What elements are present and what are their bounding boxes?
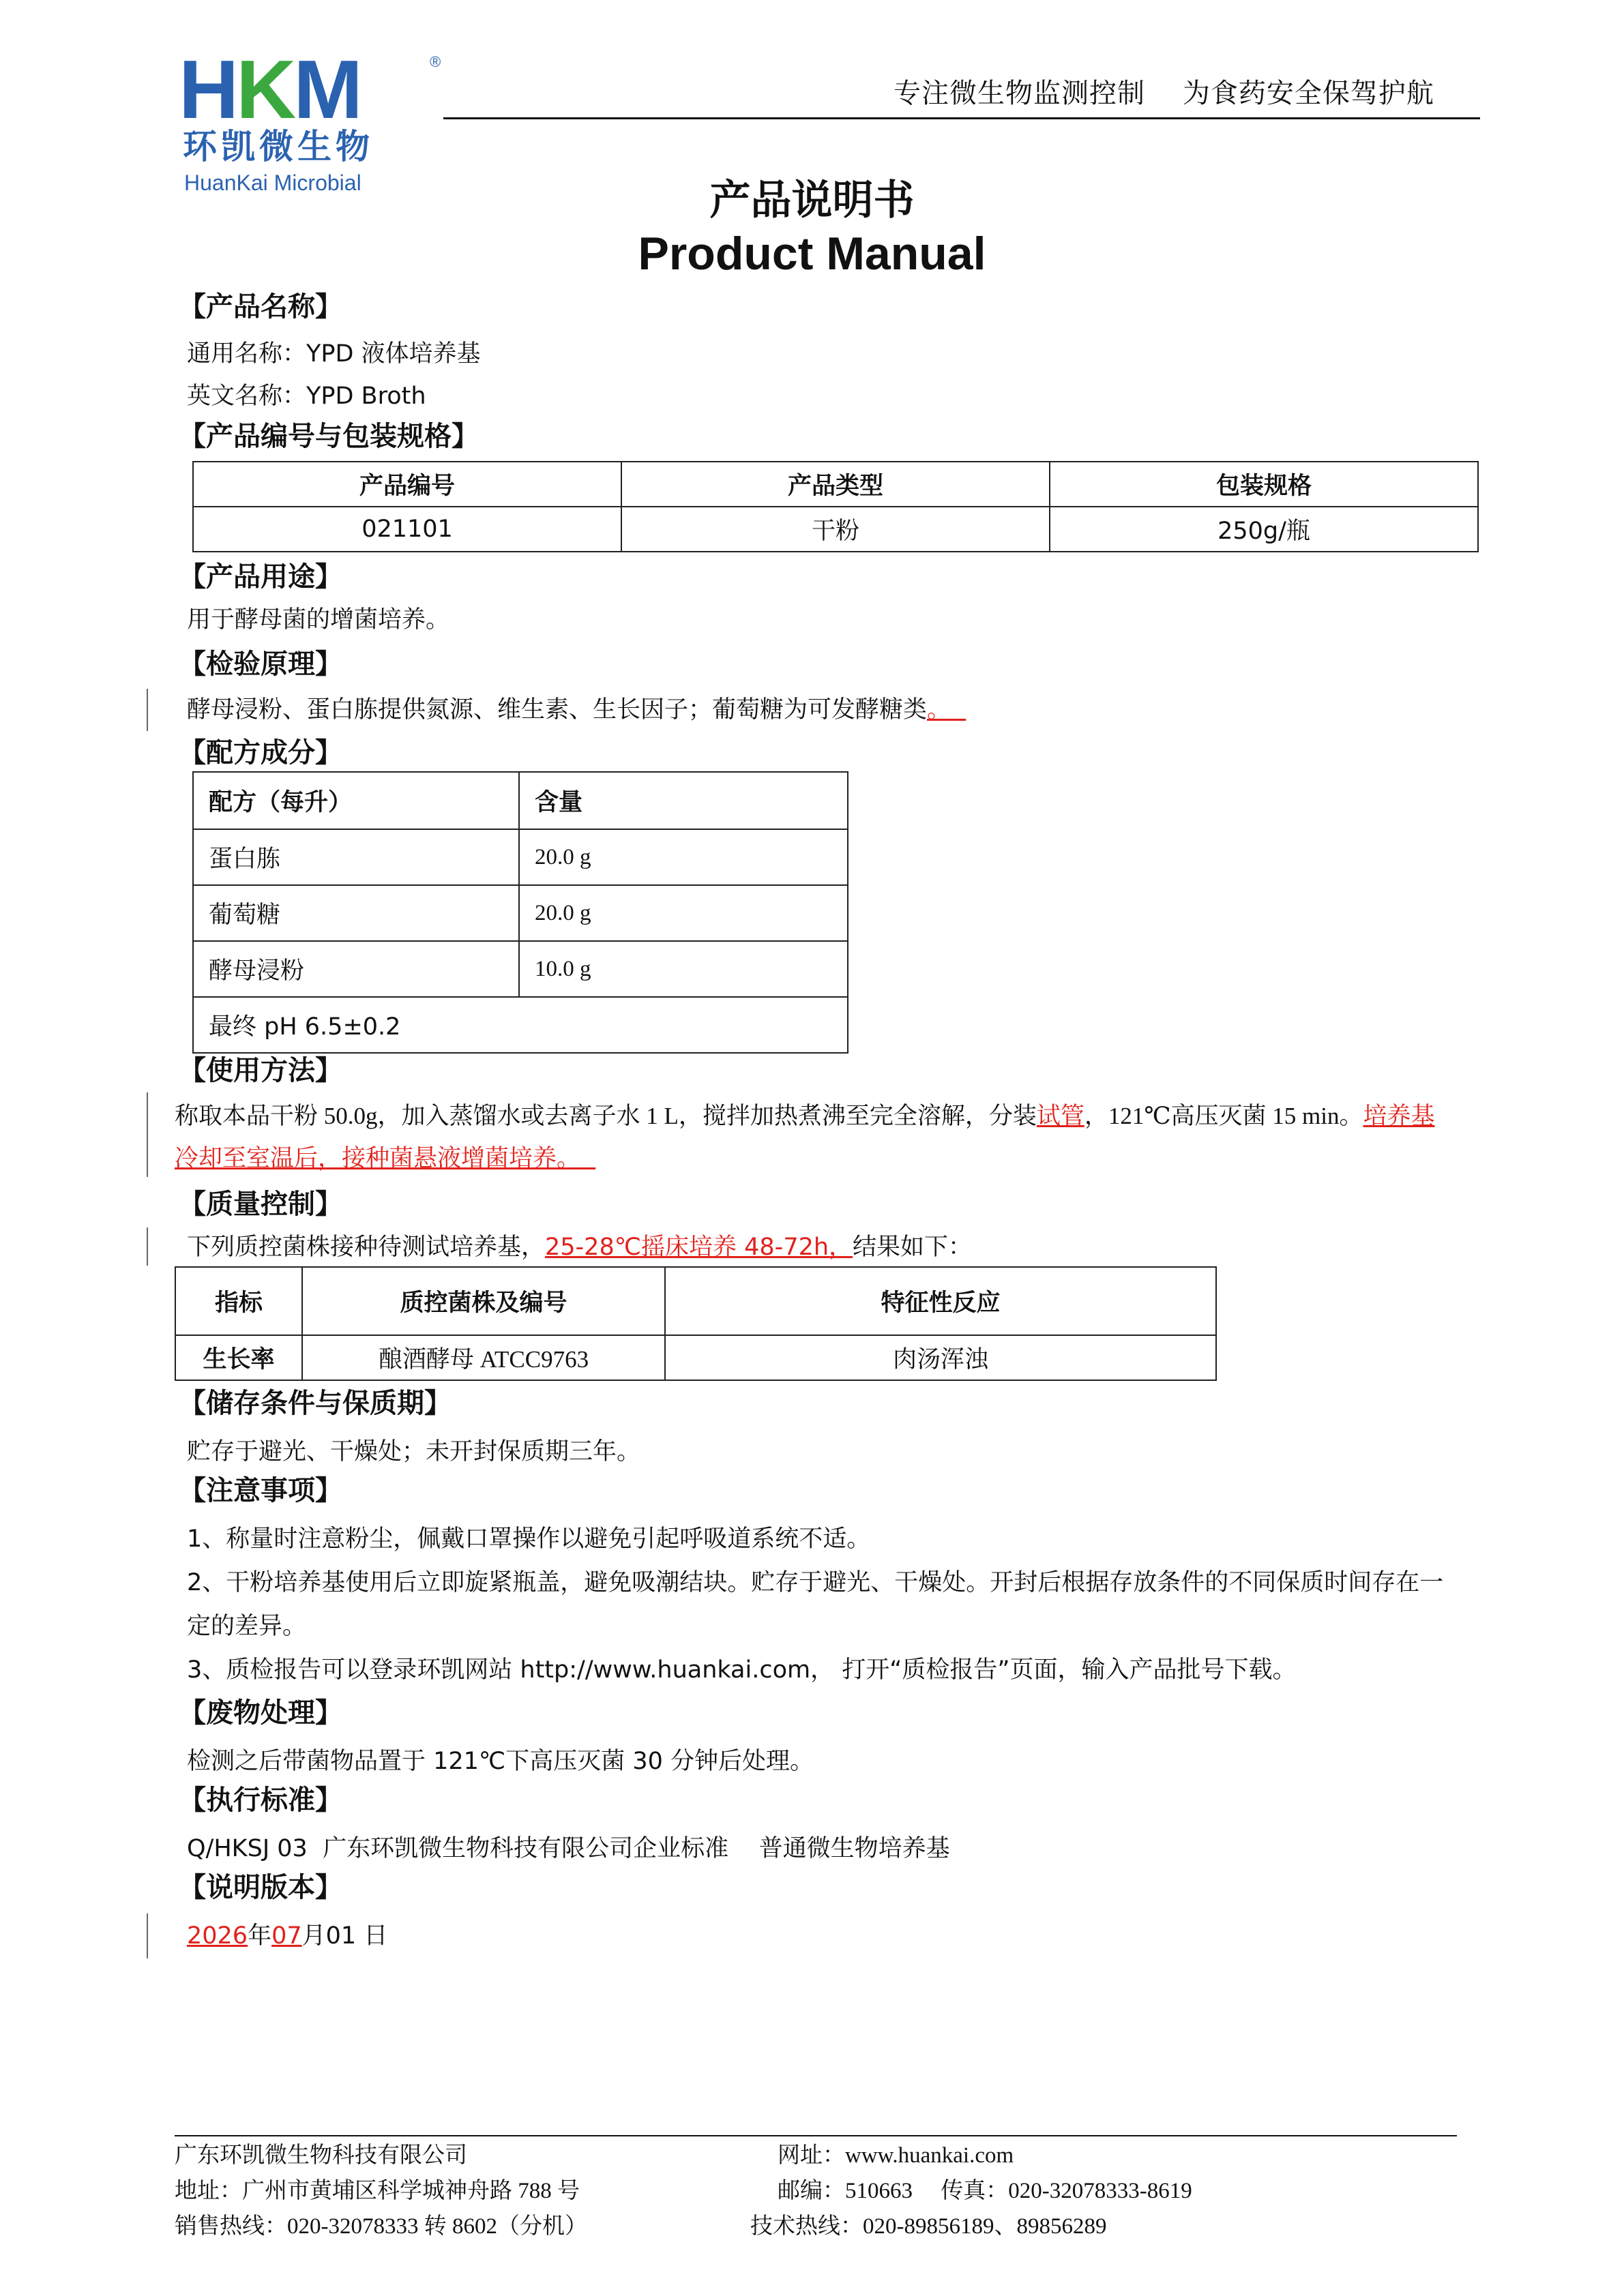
storage-text: 贮存于避光、干燥处；未开封保质期三年。 <box>187 1438 641 1465</box>
section-heading-waste: 【废物处理】 <box>179 1697 342 1729</box>
section-heading-use: 【产品用途】 <box>179 561 342 593</box>
version-month-unit: 月 <box>301 1922 326 1950</box>
product-type: 干粉 <box>621 507 1050 552</box>
final-ph: 最终 pH 6.5±0.2 <box>193 997 848 1053</box>
footer-sales-hotline: 销售热线：020-32078333 转 8602（分机） <box>175 2214 587 2239</box>
ingredient-name: 葡萄糖 <box>193 885 519 941</box>
formula-table <box>192 771 848 1054</box>
table-row <box>193 829 848 885</box>
logo-english-name: HuanKai Microbial <box>184 170 361 195</box>
method-revision: 冷却至室温后，接种菌悬液增菌培养。 <box>175 1145 581 1172</box>
logo-mark: HKM <box>179 43 360 136</box>
principle-body: 酵母浸粉、蛋白胨提供氮源、维生素、生长因子；葡萄糖为可发酵糖类 <box>187 696 928 724</box>
method-line-2 <box>175 1142 595 1176</box>
qc-text <box>187 1230 972 1264</box>
logo-chinese-name: 环凯微生物 <box>183 127 374 166</box>
note-1: 1、称量时注意粉尘，佩戴口罩操作以避免引起呼吸道系统不适。 <box>187 1525 871 1553</box>
slogan: 专注微生物监测控制 为食药安全保驾护航 <box>894 78 1434 109</box>
method-line-1 <box>175 1099 1435 1133</box>
footer-company: 广东环凯微生物科技有限公司 <box>175 2143 467 2168</box>
english-name: 英文名称：YPD Broth <box>187 383 426 410</box>
footer-tech-hotline: 技术热线：020-89856189、89856289 <box>750 2214 1107 2239</box>
version-year: 2026 <box>187 1922 248 1950</box>
qc-text-body: 下列质控菌株接种待测试培养基， <box>187 1234 546 1261</box>
header-code: 产品编号 <box>193 462 621 507</box>
section-heading-notes: 【注意事项】 <box>179 1475 342 1506</box>
generic-name: 通用名称：YPD 液体培养基 <box>187 340 481 368</box>
ingredient-amount: 20.0 g <box>519 829 848 885</box>
ingredient-amount: 10.0 g <box>519 941 848 997</box>
method-text: 称取本品干粉 50.0g，加入蒸馏水或去离子水 1 L，搅拌加热煮沸至完全溶解，分装 <box>175 1103 1037 1129</box>
header-formula: 配方（每升） <box>193 772 519 829</box>
ingredient-name: 酵母浸粉 <box>193 941 519 997</box>
revision-bar <box>147 1092 148 1177</box>
section-heading-standard: 【执行标准】 <box>179 1785 342 1816</box>
title-chinese: 产品说明书 <box>709 177 915 224</box>
table-row <box>193 997 848 1053</box>
section-heading-storage: 【储存条件与保质期】 <box>179 1388 452 1419</box>
table-row <box>193 507 1478 552</box>
table-header-row <box>193 772 848 829</box>
version-date <box>187 1919 387 1953</box>
section-heading-spec: 【产品编号与包装规格】 <box>179 421 479 452</box>
footer-address: 地址：广州市黄埔区科学城神舟路 788 号 <box>175 2179 580 2203</box>
revision-bar <box>147 689 148 731</box>
ingredient-amount: 20.0 g <box>519 885 848 941</box>
header-strain: 质控菌株及编号 <box>302 1267 665 1335</box>
method-revision: 培养基 <box>1363 1103 1435 1129</box>
footer-website: 网址：www.huankai.com <box>778 2143 1014 2168</box>
spec-table <box>192 461 1479 552</box>
header-divider <box>443 117 1480 119</box>
qc-text-body: 结果如下： <box>853 1234 973 1261</box>
table-row <box>175 1335 1216 1380</box>
table-row <box>193 885 848 941</box>
waste-text: 检测之后带菌物品置于 121℃下高压灭菌 30 分钟后处理。 <box>187 1748 814 1775</box>
indicator: 生长率 <box>175 1335 302 1380</box>
section-heading-method: 【使用方法】 <box>179 1055 342 1086</box>
reaction: 肉汤浑浊 <box>665 1335 1216 1380</box>
company-logo <box>179 43 445 195</box>
section-heading-product-name: 【产品名称】 <box>179 291 342 323</box>
revision-bar <box>147 1913 148 1958</box>
qc-revision: 25-28℃摇床培养 48-72h， <box>545 1234 853 1261</box>
version-day: 01 日 <box>325 1922 388 1950</box>
header-indicator: 指标 <box>175 1267 302 1335</box>
section-heading-principle: 【检验原理】 <box>179 648 342 680</box>
standard-text: Q/HKSJ 03 广东环凯微生物科技有限公司企业标准 普通微生物培养基 <box>187 1835 950 1862</box>
ingredient-name: 蛋白胨 <box>193 829 519 885</box>
package-size: 250g/瓶 <box>1050 507 1478 552</box>
method-revision: 试管 <box>1036 1103 1084 1129</box>
section-heading-qc: 【质量控制】 <box>179 1189 342 1220</box>
registered-icon: ® <box>430 53 441 70</box>
product-code: 021101 <box>193 507 621 552</box>
section-heading-version: 【说明版本】 <box>179 1872 342 1903</box>
use-text: 用于酵母菌的增菌培养。 <box>187 606 450 633</box>
table-row <box>193 941 848 997</box>
section-heading-formula: 【配方成分】 <box>179 737 342 769</box>
header-package: 包装规格 <box>1050 462 1478 507</box>
footer-postcode-fax: 邮编：510663 传真：020-32078333-8619 <box>778 2179 1192 2203</box>
table-header-row <box>193 462 1478 507</box>
header-amount: 含量 <box>519 772 848 829</box>
principle-text <box>187 693 966 727</box>
method-text: ，121℃高压灭菌 15 min。 <box>1084 1103 1363 1129</box>
version-month: 07 <box>271 1922 302 1950</box>
header-reaction: 特征性反应 <box>665 1267 1216 1335</box>
revision-bar <box>147 1227 148 1266</box>
qc-table <box>175 1266 1217 1381</box>
strain: 酿酒酵母 ATCC9763 <box>302 1335 665 1380</box>
header-type: 产品类型 <box>621 462 1050 507</box>
table-header-row <box>175 1267 1216 1335</box>
version-year-unit: 年 <box>248 1922 272 1950</box>
note-3: 3、质检报告可以登录环凯网站 http://www.huankai.com， 打开“质检报告”页面，输入产品批号下载。 <box>187 1656 1297 1684</box>
note-2-continued: 定的差异。 <box>187 1613 307 1640</box>
note-2: 2、干粉培养基使用后立即旋紧瓶盖，避免吸潮结块。贮存于避光、干燥处。开封后根据存放条件的不同保质时间存在一 <box>187 1569 1444 1596</box>
principle-revision: 。 <box>927 696 951 724</box>
title-english: Product Manual <box>638 228 986 280</box>
footer-divider <box>175 2135 1457 2136</box>
